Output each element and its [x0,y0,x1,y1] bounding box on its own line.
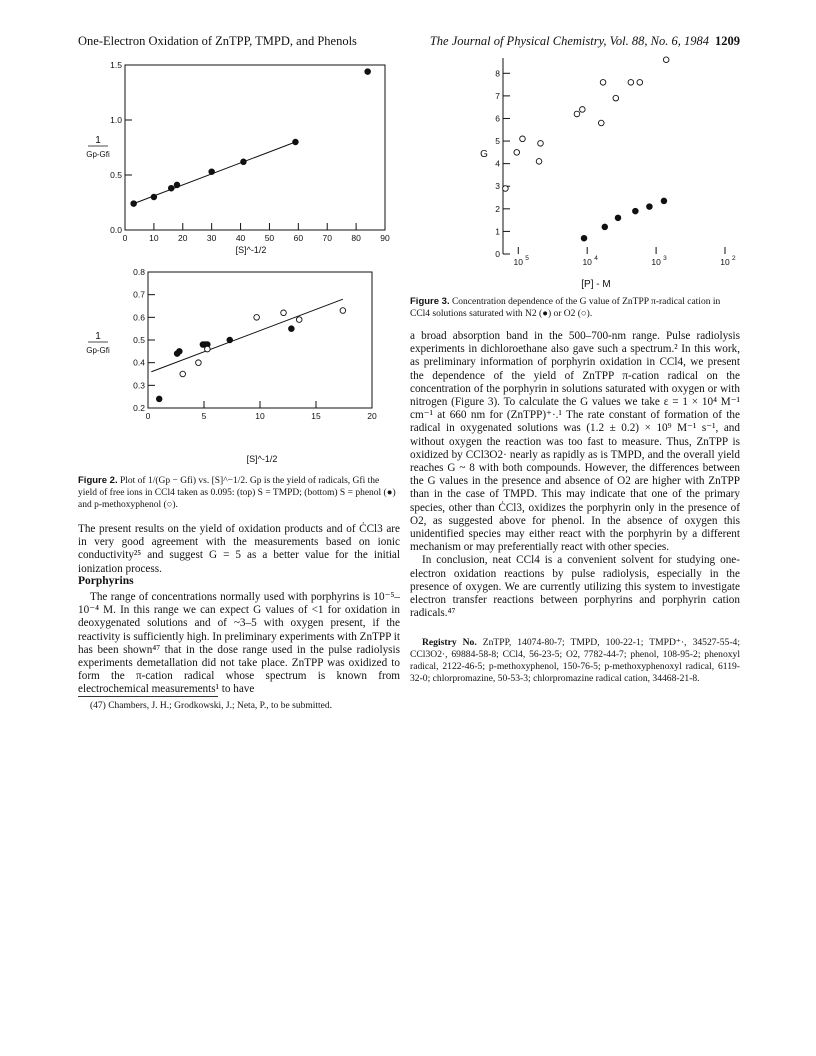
fig1-y-tick-label: 1.5 [110,60,122,70]
fig3-x-tick-label: 10 [513,257,524,267]
fig2-x-label: [S]^-1/2 [246,454,278,464]
section-heading-porphyrins: Porphyrins [78,575,134,587]
fig3-y-tick-label: 2 [495,203,500,214]
left-paragraph-2: The range of concentrations normally used with porphyrins is 10⁻⁵–10⁻⁴ M. In this range we can expect G values of <1 for oxidation in deoxygenated solutions and of ~3–5 with oxygen present, if the reactivity is sufficiently high. In preliminary experiments with ZnTPP it has been shown⁴⁷ that in the dose range used in the pulse radiolysis experiments demetallation did not take place. ZnTPP was oxidized to form the π-cation radical whose spectrum is known from electrochemical measurements¹ to have [78,591,400,696]
fig3-point-o2 [536,159,542,165]
fig1-y-label-num: 1 [95,135,101,146]
fig1-point-tmpd [174,182,180,188]
fig3-y-tick-label: 5 [495,136,500,147]
fig1-y-label-den: Gp-Gfi [86,150,110,159]
registry-label: Registry No. [422,637,477,648]
fig2-point-phenol [156,396,162,402]
figure-2-top-plot [80,58,400,258]
fig2-frame [148,272,372,408]
left-paragraph-1: The present results on the yield of oxidation products and of ĊCl3 are in very good agreement with the measurements based on ionic conductivity²⁵ and suggest G = 5 as a better value for the initial ionization process. [78,523,400,575]
fig3-point-o2 [613,95,619,101]
fig3-x-tick-exponent: 5 [525,255,529,262]
fig2-point-p-methoxyphenol [340,308,346,314]
registry-numbers [410,637,740,685]
footnote-rule [78,696,218,697]
fig2-point-phenol [227,337,233,343]
fig2-y-tick-label: 0.5 [133,335,145,345]
footnote-47: (47) Chambers, J. H.; Grodkowski, J.; Neta, P., to be submitted. [90,701,332,711]
fig1-x-tick-label: 40 [235,233,246,243]
fig3-x-tick-exponent: 2 [732,255,736,262]
fig3-y-tick-label: 4 [495,158,500,169]
running-header-right [410,34,740,49]
fig2-point-p-methoxyphenol [254,315,260,321]
fig3-x-tick-exponent: 4 [594,255,598,262]
fig3-point-o2 [503,186,509,192]
fig1-x-tick-label: 80 [351,233,361,243]
running-header-left: One-Electron Oxidation of ZnTPP, TMPD, and Phenols [78,34,357,48]
fig3-point-o2 [514,150,520,156]
fig3-x-tick-exponent: 3 [663,255,667,262]
fig3-x-tick-label: 10 [720,257,730,267]
figure-2-caption-text: Plot of 1/(Gp − Gfi) vs. [S]^−1/2. Gp is the yield of radicals, Gfi the yield of free ions in CCl4 taken as 0.095: (top) S = TMPD; (bottom) S = phenol (●) and p-methoxyphenol (○). [78,476,396,510]
fig2-point-p-methoxyphenol [296,317,302,323]
figure-3-caption [410,296,740,320]
fig2-y-tick-label: 0.4 [133,357,145,368]
registry-text: ZnTPP, 14074-80-7; TMPD, 100-22-1; TMPD⁺·, 34527-55-4; CCl3O2·, 69884-58-8; CCl4, 56-23-5; O2, 7782-44-7; phenol, 108-95-2; phenoxyl radical, 2122-46-5; p-methoxyphenol, 150-76-5; p-methoxyphenoxyl radical, 6119-32-0; chlorpromazine, 50-53-3; chlorpromazine radical cation, 34468-21-8. [410,637,740,684]
fig1-point-tmpd [209,169,215,175]
fig2-point-p-methoxyphenol [281,310,287,316]
fig3-point-o2 [628,80,634,86]
fig3-y-tick-label: 6 [495,113,500,124]
fig3-point-o2 [580,107,586,113]
fig3-point-n2 [581,235,587,241]
fig3-point-o2 [600,80,606,86]
fig3-point-o2 [538,141,544,147]
fig1-point-tmpd [365,69,371,75]
fig2-point-p-methoxyphenol [180,371,186,377]
fig3-x-tick-label: 10 [582,257,592,267]
right-column-text [410,330,740,620]
fig3-point-o2 [598,120,604,126]
fig3-point-n2 [633,208,639,214]
fig3-y-tick-label: 7 [495,90,500,101]
fig3-y-tick-label: 0 [495,249,500,259]
fig3-x-tick-label: 10 [651,257,661,267]
fig2-y-tick-label: 0.3 [133,380,145,391]
fig1-y-tick-label: 0.5 [110,170,122,180]
fig3-y-tick-label: 8 [495,68,500,79]
fig2-y-tick-label: 0.7 [133,289,145,300]
fig2-y-tick-label: 0.2 [133,403,145,413]
fig2-x-tick-label: 10 [255,411,265,421]
fig3-point-n2 [647,204,653,210]
fig3-point-n2 [615,215,621,221]
fig2-point-p-methoxyphenol [205,346,211,352]
fig2-y-label-den: Gp-Gfi [86,346,110,355]
figure-2-bottom-plot [80,262,400,472]
fig3-point-n2 [602,224,608,230]
right-paragraph-1: a broad absorption band in the 500–700-nm range. Pulse radiolysis experiments in dichloroethane also gave such a spectrum.² In this work, as preliminary information of porphyrin oxidation in CCl4, we present the dependence of the yield of ZnTPP π-cation radical on the concentration of the porphyrin in solutions saturated with oxygen or with nitrogen (Figure 3). To calculate the G values we take ε = 1 × 10⁴ M⁻¹ cm⁻¹ at 660 nm for (ZnTPP)⁺·.¹ The rate constant of formation of the radical in oxygenated solutions was (1.2 ± 0.2) × 10⁹ M⁻¹ s⁻¹, and without oxygen the reaction was too fast to measure. Thus, ZnTPP is oxidized by CCl3O2· nearly as rapidly as is TMPD, and the overall yield reaches G ~ 8 with both compounds. However, the differences between the G values in the presence and absence of O2 are higher with ZnTPP than in the case of TMPD. This may indicate that one of the primary species, other than ĊCl3, oxidizes the porphyrin only in the presence of O2, as suggested above for phenol. In the absence of oxygen this unidentified species may either react with the porphyrin by a different mechanism or may preferentially react with other species. [410,330,740,554]
fig2-point-p-methoxyphenol [196,360,202,366]
fig3-point-n2 [661,198,667,204]
fig1-x-tick-label: 0 [122,233,128,243]
figure-3-caption-label: Figure 3. [410,296,450,307]
fig3-y-tick-label: 3 [495,181,500,192]
figure-2-caption-label: Figure 2. [78,475,118,486]
fig1-x-tick-label: 60 [293,233,304,243]
fig1-y-tick-label: 0.0 [110,225,122,235]
figure-3-caption-text: Concentration dependence of the G value of ZnTPP π-radical cation in CCl4 solutions saturated with N2 (●) or O2 (○). [410,297,721,319]
fig1-point-tmpd [131,201,137,207]
fig1-x-tick-label: 50 [264,233,275,243]
fig2-y-tick-label: 0.6 [133,312,145,323]
fig1-x-tick-label: 10 [149,233,159,243]
fig3-y-label: G [480,149,488,160]
fig1-x-label: [S]^-1/2 [235,245,267,255]
journal-citation: The Journal of Physical Chemistry, Vol. 88, No. 6, 1984 [429,34,709,48]
fig3-point-o2 [574,111,580,117]
fig1-point-tmpd [241,159,247,165]
figure-2-caption [78,475,400,511]
fig3-y-tick-label: 1 [495,226,500,237]
right-paragraph-2: In conclusion, neat CCl4 is a convenient solvent for studying one-electron oxidation reactions by pulse radiolysis, especially in the presence of oxygen. We are currently utilizing this system to investigate electron transfer reactions between porphyrins and porphyrin cation radicals.⁴⁷ [410,554,740,620]
fig2-x-tick-label: 0 [145,411,151,421]
left-column-porphyrins [78,591,400,697]
fig2-x-tick-label: 15 [311,411,321,421]
fig3-x-label: [P] - M [581,279,611,290]
fig1-point-tmpd [168,185,174,191]
figure-3-plot [460,55,740,295]
fig2-point-phenol [289,326,295,332]
fig2-x-tick-label: 20 [367,411,377,421]
fig3-point-o2 [520,136,526,142]
fig1-y-tick-label: 1.0 [110,115,122,125]
fig1-frame [125,65,385,230]
fig3-point-o2 [663,57,669,63]
fig2-y-tick-label: 0.8 [133,267,145,277]
fig1-x-tick-label: 30 [206,233,217,243]
fig2-y-label-num: 1 [95,331,101,342]
page-number: 1209 [715,34,740,48]
fig1-x-tick-label: 70 [322,233,332,243]
fig1-x-tick-label: 90 [380,233,390,243]
fig1-point-tmpd [151,194,157,200]
fig2-x-tick-label: 5 [201,411,207,421]
fig2-point-phenol [177,349,183,355]
fig3-point-o2 [637,80,643,86]
left-column-paragraph [78,523,400,576]
fig1-x-tick-label: 20 [178,233,188,243]
fig1-point-tmpd [293,139,299,145]
fig2-fit-line [151,299,343,372]
